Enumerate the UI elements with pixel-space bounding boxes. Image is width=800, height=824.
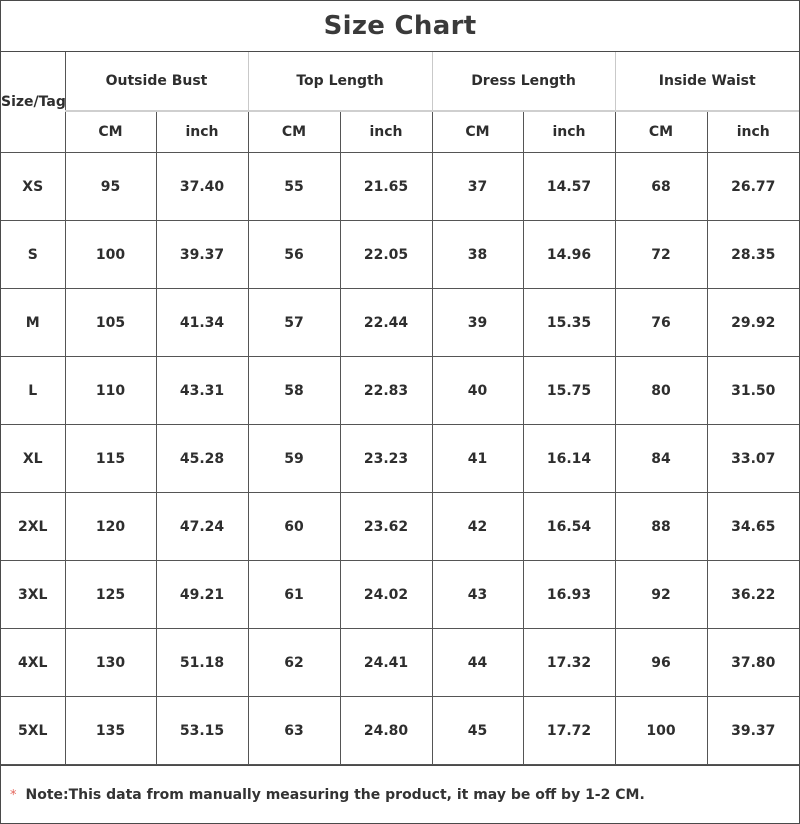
table-row: [1, 153, 799, 221]
measurement-cell: 29.92: [707, 289, 799, 357]
measurement-cell: 39: [432, 289, 523, 357]
measurement-cell: 45: [432, 697, 523, 765]
measurement-cell: 42: [432, 493, 523, 561]
unit-header: CM: [65, 111, 156, 153]
measurement-cell: 95: [65, 153, 156, 221]
measurement-cell: 14.57: [523, 153, 615, 221]
size-table: [1, 52, 799, 765]
measurement-cell: 37: [432, 153, 523, 221]
note-text: Note:This data from manually measuring the product, it may be off by 1-2 CM.: [25, 787, 645, 803]
measurement-cell: 39.37: [156, 221, 248, 289]
page-title: Size Chart: [1, 1, 799, 52]
measurement-cell: 17.72: [523, 697, 615, 765]
measurement-cell: 38: [432, 221, 523, 289]
measurement-cell: 110: [65, 357, 156, 425]
measurement-cell: 61: [248, 561, 340, 629]
measurement-cell: 43.31: [156, 357, 248, 425]
measurement-cell: 84: [615, 425, 707, 493]
measurement-cell: 56: [248, 221, 340, 289]
measurement-cell: 68: [615, 153, 707, 221]
unit-header: inch: [156, 111, 248, 153]
size-rows: [1, 153, 799, 765]
size-label-cell: 3XL: [1, 561, 65, 629]
measurement-cell: 62: [248, 629, 340, 697]
size-label-cell: XS: [1, 153, 65, 221]
unit-header: inch: [523, 111, 615, 153]
measurement-cell: 135: [65, 697, 156, 765]
table-row: [1, 697, 799, 765]
note-marker: *: [10, 787, 17, 803]
measurement-cell: 26.77: [707, 153, 799, 221]
measurement-cell: 40: [432, 357, 523, 425]
measurement-cell: 44: [432, 629, 523, 697]
measurement-cell: 22.05: [340, 221, 432, 289]
measurement-cell: 41.34: [156, 289, 248, 357]
measurement-cell: 59: [248, 425, 340, 493]
table-row: [1, 221, 799, 289]
size-label-cell: S: [1, 221, 65, 289]
size-label-cell: 2XL: [1, 493, 65, 561]
measurement-cell: 22.83: [340, 357, 432, 425]
measurement-cell: 49.21: [156, 561, 248, 629]
measurement-cell: 24.41: [340, 629, 432, 697]
size-label-cell: 4XL: [1, 629, 65, 697]
size-label-cell: M: [1, 289, 65, 357]
size-label-cell: XL: [1, 425, 65, 493]
measurement-cell: 22.44: [340, 289, 432, 357]
measurement-cell: 100: [615, 697, 707, 765]
group-header-outside-bust: Outside Bust: [65, 52, 248, 111]
unit-header: CM: [248, 111, 340, 153]
group-header-top-length: Top Length: [248, 52, 432, 111]
measurement-cell: 76: [615, 289, 707, 357]
table-row: [1, 357, 799, 425]
group-header-inside-waist: Inside Waist: [615, 52, 799, 111]
measurement-cell: 33.07: [707, 425, 799, 493]
measurement-cell: 21.65: [340, 153, 432, 221]
measurement-cell: 55: [248, 153, 340, 221]
measurement-cell: 105: [65, 289, 156, 357]
table-row: [1, 493, 799, 561]
unit-header: CM: [615, 111, 707, 153]
size-tag-header: Size/Tag: [1, 52, 65, 153]
unit-header-row: [1, 111, 799, 153]
measurement-cell: 125: [65, 561, 156, 629]
measurement-cell: 16.93: [523, 561, 615, 629]
measurement-cell: 58: [248, 357, 340, 425]
measurement-cell: 37.40: [156, 153, 248, 221]
group-header-dress-length: Dress Length: [432, 52, 615, 111]
measurement-cell: 17.32: [523, 629, 615, 697]
measurement-cell: 34.65: [707, 493, 799, 561]
measurement-cell: 23.23: [340, 425, 432, 493]
measurement-cell: 63: [248, 697, 340, 765]
measurement-cell: 31.50: [707, 357, 799, 425]
measurement-cell: 16.14: [523, 425, 615, 493]
measurement-cell: 45.28: [156, 425, 248, 493]
measurement-cell: 100: [65, 221, 156, 289]
measurement-cell: 47.24: [156, 493, 248, 561]
measurement-cell: 39.37: [707, 697, 799, 765]
unit-header: inch: [707, 111, 799, 153]
measurement-cell: 15.75: [523, 357, 615, 425]
measurement-cell: 92: [615, 561, 707, 629]
measurement-cell: 51.18: [156, 629, 248, 697]
measurement-cell: 130: [65, 629, 156, 697]
table-row: [1, 425, 799, 493]
measurement-cell: 28.35: [707, 221, 799, 289]
measurement-cell: 24.02: [340, 561, 432, 629]
measurement-cell: 115: [65, 425, 156, 493]
unit-header: inch: [340, 111, 432, 153]
measurement-cell: 80: [615, 357, 707, 425]
size-label-cell: L: [1, 357, 65, 425]
measurement-cell: 16.54: [523, 493, 615, 561]
size-label-cell: 5XL: [1, 697, 65, 765]
table-row: [1, 561, 799, 629]
measurement-cell: 72: [615, 221, 707, 289]
unit-header: CM: [432, 111, 523, 153]
measurement-cell: 53.15: [156, 697, 248, 765]
table-row: [1, 289, 799, 357]
group-header-row: [1, 52, 799, 111]
measurement-cell: 41: [432, 425, 523, 493]
measurement-cell: 14.96: [523, 221, 615, 289]
measurement-cell: 23.62: [340, 493, 432, 561]
note-row: [1, 765, 799, 824]
measurement-cell: 36.22: [707, 561, 799, 629]
measurement-cell: 15.35: [523, 289, 615, 357]
measurement-cell: 57: [248, 289, 340, 357]
measurement-cell: 24.80: [340, 697, 432, 765]
measurement-cell: 37.80: [707, 629, 799, 697]
measurement-cell: 43: [432, 561, 523, 629]
measurement-cell: 120: [65, 493, 156, 561]
measurement-cell: 60: [248, 493, 340, 561]
measurement-cell: 96: [615, 629, 707, 697]
table-row: [1, 629, 799, 697]
measurement-cell: 88: [615, 493, 707, 561]
